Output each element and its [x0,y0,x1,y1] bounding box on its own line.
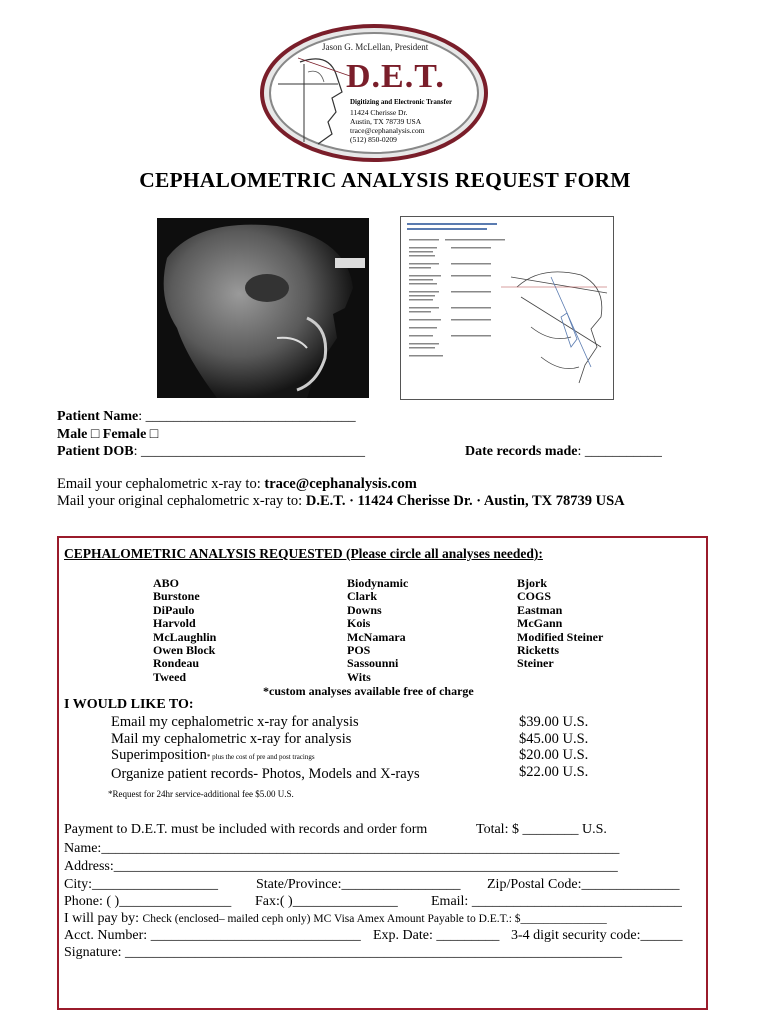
xray-image [157,218,369,398]
analysis-option[interactable]: Owen Block [153,643,216,658]
analysis-option[interactable]: Biodynamic [347,576,409,590]
account-number-field[interactable]: Acct. Number: ______________________________ [64,928,361,943]
analysis-option[interactable]: McLaughlin [153,629,217,644]
analysis-option[interactable]: Rondeau [153,656,200,671]
analysis-option[interactable]: Ricketts [517,643,559,658]
state-field[interactable]: State/Province:_________________ [256,877,461,892]
email-prefix: Email your cephalometric x-ray to: [57,476,261,492]
logo-brand: D.E.T. [346,58,445,95]
logo-top-text: Jason G. McLellan, President [322,42,429,52]
date-records-field[interactable]: : ___________ [577,444,662,459]
analysis-option[interactable]: Kois [347,616,371,631]
price: $39.00 U.S. [519,714,589,730]
option-organize-records[interactable]: Organize patient records- Photos, Models and X-rays [111,765,420,782]
zip-field[interactable]: Zip/Postal Code:______________ [487,877,680,892]
mail-address: D.E.T. · 11424 Cherisse Dr. · Austin, TX 78739 USA [305,493,625,509]
analysis-option[interactable]: Tweed [153,669,187,684]
name-field[interactable]: Name:__________________________________________________________________________ [64,841,620,856]
date-records-label: Date records made [465,444,578,459]
analysis-option[interactable]: Steiner [517,656,554,671]
analysis-option[interactable]: Downs [347,602,382,617]
mail-prefix: Mail your original cephalometric x-ray to: [57,493,303,509]
analysis-option[interactable]: Sassounni [347,656,399,671]
city-field[interactable]: City:__________________ [64,877,219,892]
analysis-option[interactable]: COGS [517,589,552,604]
option-superimposition-label: Superimposition [111,747,207,763]
price: $22.00 U.S. [519,763,589,780]
patient-dob-field[interactable]: : ________________________________ [133,444,365,459]
option-superimposition[interactable] [111,747,420,766]
company-logo [258,22,490,164]
patient-name-row[interactable] [57,409,356,425]
analyses-column-2 [347,577,408,684]
rush-service-note: *Request for 24hr service-additional fee $5.00 U.S. [108,789,294,799]
email-instruction [57,476,417,493]
logo-tagline: Digitizing and Electronic Transfer [350,98,453,106]
patient-name-field[interactable]: : ______________________________ [138,409,356,424]
analysis-option[interactable]: Harvold [153,616,196,631]
page-title: CEPHALOMETRIC ANALYSIS REQUEST FORM [139,168,631,192]
price: $45.00 U.S. [519,730,589,747]
options-list [111,714,420,782]
signature-field[interactable]: Signature: _______________________________________________________________________ [64,945,623,960]
payment-method-row[interactable] [64,910,607,928]
mail-instruction [57,493,625,510]
analysis-option[interactable]: McGann [517,616,563,631]
date-records-row[interactable] [465,444,662,460]
superimposition-note: * plus the cost of pre and post tracings [206,753,315,761]
option-mail-xray[interactable]: Mail my cephalometric x-ray for analysis [111,730,352,747]
option-email-xray[interactable]: Email my cephalometric x-ray for analysis [111,714,359,730]
patient-dob-row[interactable] [57,444,365,460]
analysis-option[interactable]: Burstone [153,589,200,604]
analysis-option[interactable]: Clark [347,589,377,604]
patient-name-label: Patient Name [57,409,139,424]
analysis-option[interactable]: POS [347,643,371,658]
phone-field[interactable]: Phone: ( )________________ [64,894,232,909]
custom-analyses-note: *custom analyses available free of charge [263,684,474,698]
analysis-option[interactable]: Eastman [517,602,563,617]
analyses-column-3 [517,577,603,671]
analysis-option[interactable]: DiPaulo [153,602,195,617]
payment-intro: Payment to D.E.T. must be included with records and order form [64,822,428,837]
logo-phone: (512) 850-0209 [350,135,397,144]
fax-field[interactable]: Fax:( )_______________ [255,894,398,909]
analysis-option[interactable]: McNamara [347,629,406,644]
options-heading: I WOULD LIKE TO: [64,697,194,712]
email-address[interactable]: trace@cephanalysis.com [264,476,417,492]
analysis-option[interactable]: Modified Steiner [517,629,604,644]
logo-email: trace@cephanalysis.com [350,126,425,135]
logo-address1: 11424 Cherisse Dr. [350,108,408,117]
analyses-column-1 [153,577,216,684]
logo-address2: Austin, TX 78739 USA [350,117,422,126]
cephalometric-tracing-image [400,216,614,400]
pay-options[interactable]: Check (enclosed– mailed ceph only) MC Visa Amex Amount Payable to D.E.T.: $_______________ [142,913,607,925]
sex-checkboxes[interactable]: Male □ Female □ [57,427,159,442]
price: $20.00 U.S. [519,747,589,763]
analyses-heading: CEPHALOMETRIC ANALYSIS REQUESTED (Please circle all analyses needed): [64,546,543,561]
options-prices [519,714,588,780]
patient-dob-label: Patient DOB [57,444,134,459]
address-field[interactable]: Address:________________________________________________________________________ [64,859,618,874]
analysis-option[interactable]: Bjork [517,576,547,590]
pay-by-label: I will pay by: [64,911,140,926]
exp-date-field[interactable]: Exp. Date: _________ [373,928,500,943]
security-code-field[interactable]: 3-4 digit security code:______ [511,928,683,943]
email-field[interactable]: Email: ______________________________ [431,894,682,909]
analysis-option[interactable]: Wits [347,669,371,684]
total-field[interactable]: Total: $ ________ U.S. [476,822,607,837]
analysis-option[interactable]: ABO [153,576,180,590]
